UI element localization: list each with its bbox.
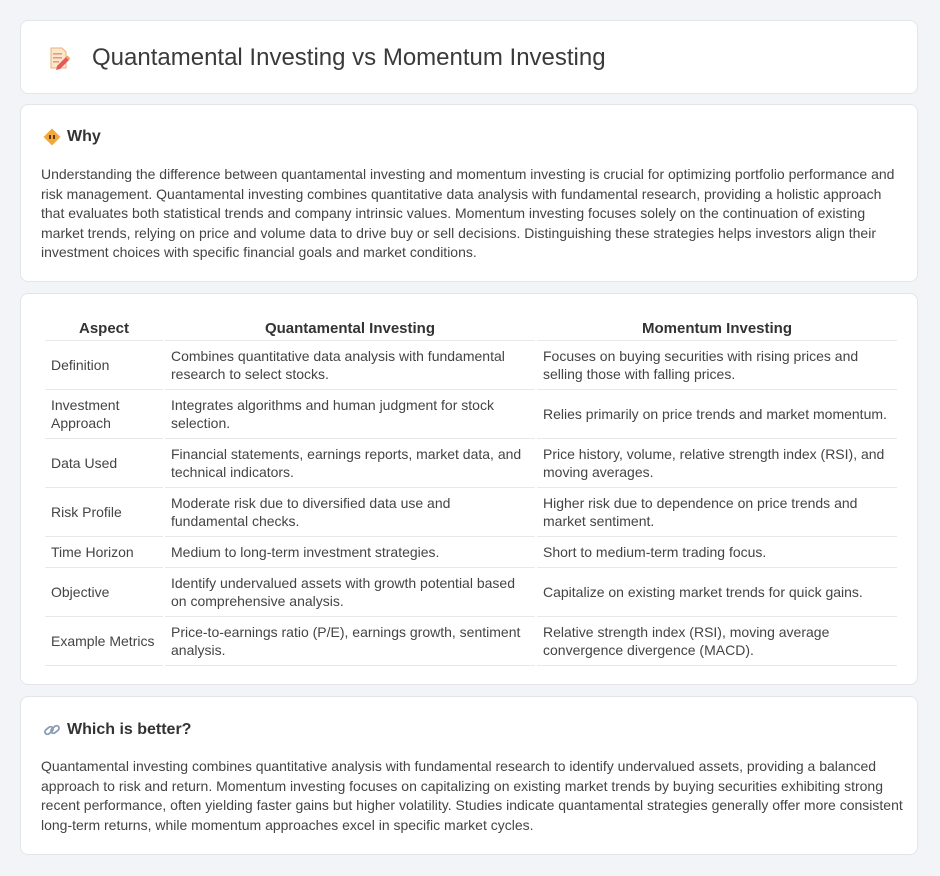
which-better-heading: Which is better? [67,721,192,738]
table-header-row [45,314,897,341]
row-aspect: Time Horizon [45,537,163,568]
header-quantamental: Quantamental Investing [165,314,535,341]
pencil-note-icon [48,46,70,70]
table-row [45,617,897,666]
row-aspect: Risk Profile [45,488,163,537]
link-icon [43,721,61,739]
row-momentum: Higher risk due to dependence on price trends and market sentiment. [537,488,897,537]
row-momentum: Relies primarily on price trends and market momentum. [537,390,897,439]
comparison-card [20,293,918,685]
which-better-section [20,696,918,855]
row-quantamental: Combines quantitative data analysis with fundamental research to select stocks. [165,341,535,390]
table-row [45,390,897,439]
row-aspect: Definition [45,341,163,390]
page-title: Quantamental Investing vs Momentum Investing [92,44,606,71]
header-momentum: Momentum Investing [537,314,897,341]
table-row [45,488,897,537]
row-aspect: Objective [45,568,163,617]
comparison-table [43,314,899,666]
row-quantamental: Price-to-earnings ratio (P/E), earnings growth, sentiment analysis. [165,617,535,666]
which-better-text: Quantamental investing combines quantitative analysis with fundamental research to identify undervalued assets, providing a balanced approach to risk and return. Momentum investing focuses on capitalizing on existing market trends by buying securities exhibiting strong recent performance, often yielding faster gains but higher volatility. Studies indicate quantamental strategies generally offer more consistent long-term returns, while momentum approaches excel in specific market cycles. [41,758,903,833]
why-heading: Why [67,128,101,145]
table-row [45,568,897,617]
table-row [45,537,897,568]
header-aspect: Aspect [45,314,163,341]
row-quantamental: Medium to long-term investment strategies. [165,537,535,568]
why-text: Understanding the difference between quantamental investing and momentum investing is crucial for optimizing portfolio performance and risk management. Quantamental investing combines quantitative data analysis with fundamental research, providing a holistic approach that evaluates both statistical trends and company intrinsic values. Momentum investing focuses solely on the continuation of existing market trends, relying on price and volume data to drive buy or sell decisions. Distinguishing these strategies helps investors align their investment choices with specific financial goals and market conditions. [41,166,895,260]
row-aspect: Investment Approach [45,390,163,439]
row-quantamental: Moderate risk due to diversified data use and fundamental checks. [165,488,535,537]
header-card [20,20,918,94]
diamond-sign-icon [43,128,61,146]
row-momentum: Price history, volume, relative strength index (RSI), and moving averages. [537,439,897,488]
row-aspect: Data Used [45,439,163,488]
row-momentum: Capitalize on existing market trends for quick gains. [537,568,897,617]
row-quantamental: Identify undervalued assets with growth potential based on comprehensive analysis. [165,568,535,617]
row-momentum: Short to medium-term trading focus. [537,537,897,568]
table-row [45,341,897,390]
row-momentum: Relative strength index (RSI), moving average convergence divergence (MACD). [537,617,897,666]
row-quantamental: Integrates algorithms and human judgment for stock selection. [165,390,535,439]
why-section [20,104,918,282]
row-aspect: Example Metrics [45,617,163,666]
table-row [45,439,897,488]
row-quantamental: Financial statements, earnings reports, market data, and technical indicators. [165,439,535,488]
row-momentum: Focuses on buying securities with rising prices and selling those with falling prices. [537,341,897,390]
